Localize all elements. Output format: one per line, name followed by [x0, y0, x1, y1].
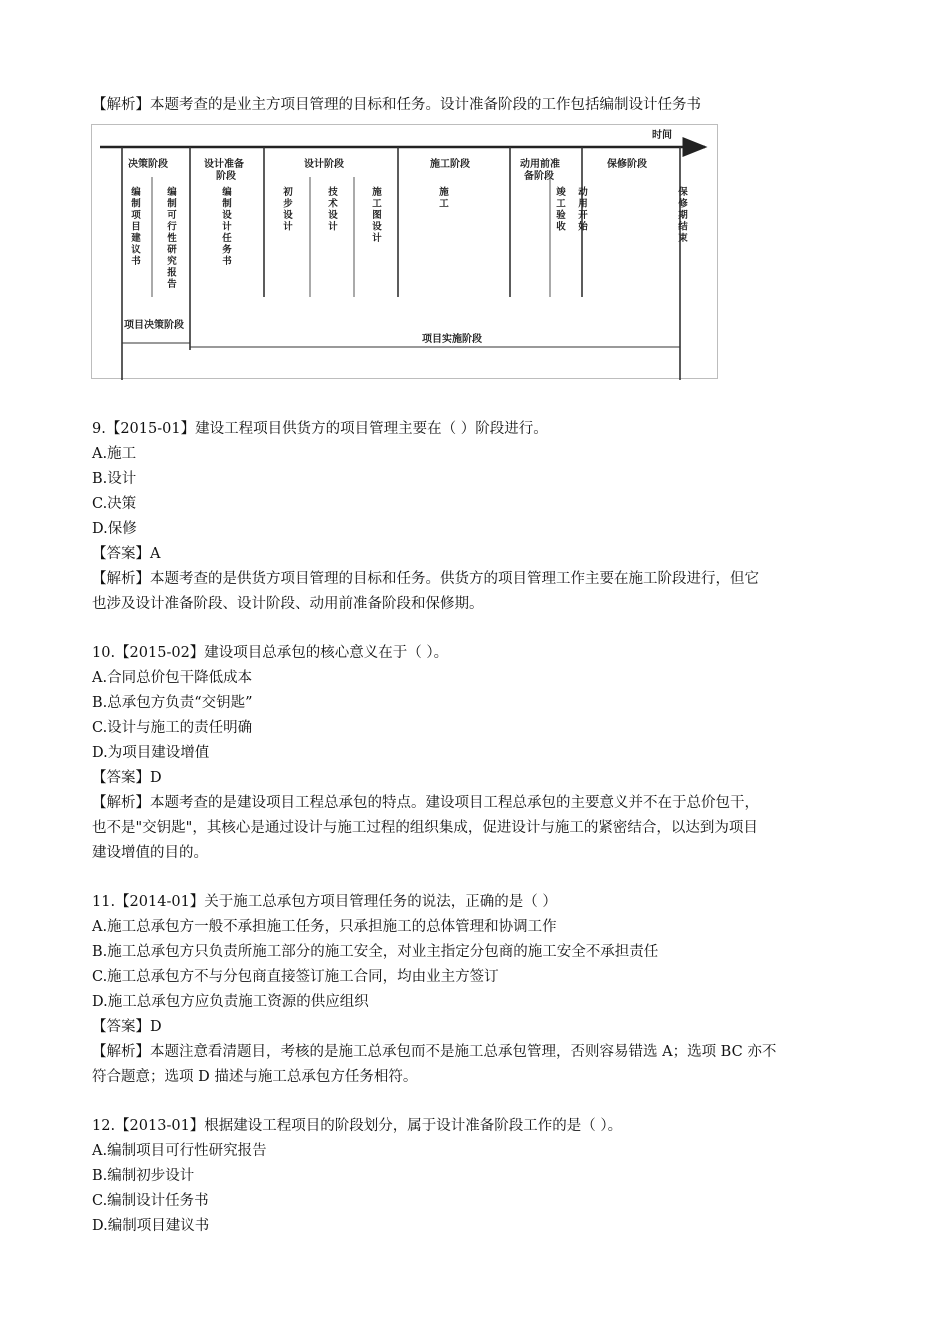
svg-text:计: 计	[222, 221, 232, 233]
svg-text:项: 项	[131, 210, 141, 221]
svg-text:书: 书	[131, 256, 141, 267]
text-line: 符合题意；选项 D 描述与施工总承包方任务相符。	[92, 1069, 418, 1085]
svg-text:性: 性	[167, 233, 177, 244]
text-line: C.决策	[92, 496, 137, 512]
svg-text:设: 设	[283, 210, 293, 221]
task-label	[556, 186, 566, 233]
svg-text:验: 验	[556, 210, 566, 221]
svg-text:束: 束	[678, 233, 688, 244]
task-label	[166, 186, 177, 290]
text-line: D.编制项目建议书	[92, 1218, 210, 1234]
text-line: 建设增值的目的。	[92, 845, 208, 861]
svg-text:期: 期	[678, 210, 688, 221]
phase-design: 设计阶段	[304, 159, 344, 170]
svg-text:议: 议	[131, 244, 141, 256]
svg-text:编: 编	[222, 187, 232, 198]
phase-diagram-svg	[92, 125, 719, 380]
svg-text:务: 务	[222, 244, 232, 256]
time-axis-label: 时间	[652, 130, 672, 141]
svg-text:制: 制	[167, 198, 177, 210]
svg-text:初: 初	[283, 187, 293, 198]
text-line: 也涉及设计准备阶段、设计阶段、动用前准备阶段和保修期。	[92, 596, 484, 612]
task-label	[372, 186, 382, 244]
task-labels	[131, 186, 688, 290]
text-line: 【解析】本题考查的是建设项目工程总承包的特点。建设项目工程总承包的主要意义并不在于总价包干，	[92, 795, 759, 811]
svg-text:究: 究	[167, 256, 177, 267]
svg-text:技: 技	[328, 187, 338, 198]
svg-text:开: 开	[578, 210, 588, 221]
text-line: B.施工总承包方只负责所施工部分的施工安全，对业主指定分包商的施工安全不承担责任	[92, 944, 659, 960]
phase-dividers	[122, 147, 680, 380]
text-line: D.保修	[92, 521, 137, 537]
svg-text:图: 图	[372, 210, 382, 221]
svg-text:可: 可	[167, 210, 177, 221]
text-line: C.设计与施工的责任明确	[92, 720, 253, 736]
text-line: A.编制项目可行性研究报告	[92, 1143, 267, 1159]
text-line: C.编制设计任务书	[92, 1193, 209, 1209]
svg-text:报: 报	[167, 267, 177, 279]
text-line: A.施工	[92, 446, 137, 462]
svg-text:研: 研	[167, 244, 177, 256]
svg-text:行: 行	[167, 221, 177, 233]
svg-text:设: 设	[222, 210, 232, 221]
text-line: D.为项目建设增值	[92, 745, 210, 761]
svg-text:收: 收	[556, 221, 566, 233]
svg-text:保: 保	[678, 187, 688, 198]
text-line: 9.【2015-01】建设工程项目供货方的项目管理主要在（ ）阶段进行。	[92, 421, 548, 437]
svg-text:结: 结	[678, 221, 688, 233]
svg-text:目: 目	[131, 221, 141, 233]
text-line: 也不是"交钥匙"，其核心是通过设计与施工过程的组织集成，促进设计与施工的紧密结合，以达到为项目	[92, 820, 758, 836]
phase-warranty: 保修阶段	[607, 159, 647, 170]
task-label	[222, 186, 232, 267]
svg-text:建: 建	[131, 233, 141, 244]
svg-text:步: 步	[283, 198, 293, 210]
task-label	[439, 186, 449, 210]
svg-text:工: 工	[556, 198, 566, 210]
svg-text:工: 工	[439, 198, 449, 210]
svg-text:竣: 竣	[556, 187, 566, 198]
svg-text:书: 书	[222, 256, 232, 267]
svg-text:计: 计	[283, 221, 293, 233]
svg-text:工: 工	[372, 198, 382, 210]
project-phase-diagram	[91, 124, 718, 379]
svg-text:编: 编	[167, 187, 177, 198]
phase-design-prep: 设计准备阶段	[204, 159, 244, 182]
task-dividers	[152, 177, 550, 297]
svg-text:始: 始	[578, 221, 588, 233]
phase-construction: 施工阶段	[430, 159, 470, 170]
task-label	[131, 186, 141, 267]
text-line: 12.【2013-01】根据建设工程项目的阶段划分，属于设计准备阶段工作的是（ ）。	[92, 1118, 623, 1134]
text-line: 【答案】A	[92, 546, 161, 562]
task-label	[678, 186, 688, 244]
svg-text:编: 编	[131, 187, 141, 198]
phase-decision: 决策阶段	[128, 159, 168, 170]
task-label	[282, 186, 293, 233]
text-line: A.合同总价包干降低成本	[92, 670, 253, 686]
text-line: C.施工总承包方不与分包商直接签订施工合同，均由业主方签订	[92, 969, 499, 985]
text-line: 【解析】本题注意看清题目，考核的是施工总承包而不是施工总承包管理，否则容易错选 A；选项 BC 亦不	[92, 1044, 777, 1060]
text-line: 11.【2014-01】关于施工总承包方项目管理任务的说法，正确的是（ ）	[92, 894, 557, 910]
text-line: 【答案】D	[92, 1019, 162, 1035]
text-line: D.施工总承包方应负责施工资源的供应组织	[92, 994, 369, 1010]
text-line: B.设计	[92, 471, 137, 487]
svg-text:用: 用	[578, 198, 588, 210]
span-decision-label: 项目决策阶段	[124, 320, 184, 331]
intro-analysis: 【解析】本题考查的是业主方项目管理的目标和任务。设计准备阶段的工作包括编制设计任务书	[92, 97, 701, 113]
svg-text:设: 设	[328, 210, 338, 221]
task-label	[327, 186, 338, 233]
svg-text:施: 施	[439, 187, 449, 198]
svg-text:制: 制	[131, 198, 141, 210]
svg-text:制: 制	[222, 198, 232, 210]
svg-text:修: 修	[678, 198, 688, 210]
text-line: B.总承包方负责“交钥匙”	[92, 695, 253, 711]
svg-text:任: 任	[222, 233, 232, 244]
text-line: 【解析】本题考查的是供货方项目管理的目标和任务。供货方的项目管理工作主要在施工阶段进行，但它	[92, 571, 759, 587]
span-implementation-label: 项目实施阶段	[422, 334, 482, 345]
svg-text:告: 告	[167, 279, 177, 290]
svg-text:计: 计	[372, 233, 382, 244]
text-line: 10.【2015-02】建设项目总承包的核心意义在于（ ）。	[92, 645, 449, 661]
svg-text:计: 计	[328, 221, 338, 233]
svg-text:动: 动	[578, 187, 588, 198]
svg-text:术: 术	[328, 198, 338, 210]
text-line: 【答案】D	[92, 770, 162, 786]
svg-text:施: 施	[372, 187, 382, 198]
svg-text:设: 设	[372, 221, 382, 233]
text-line: B.编制初步设计	[92, 1168, 195, 1184]
phase-pre-use: 动用前准备阶段	[520, 159, 560, 182]
text-line: A.施工总承包方一般不承担施工任务，只承担施工的总体管理和协调工作	[92, 919, 557, 935]
task-label	[578, 186, 588, 233]
